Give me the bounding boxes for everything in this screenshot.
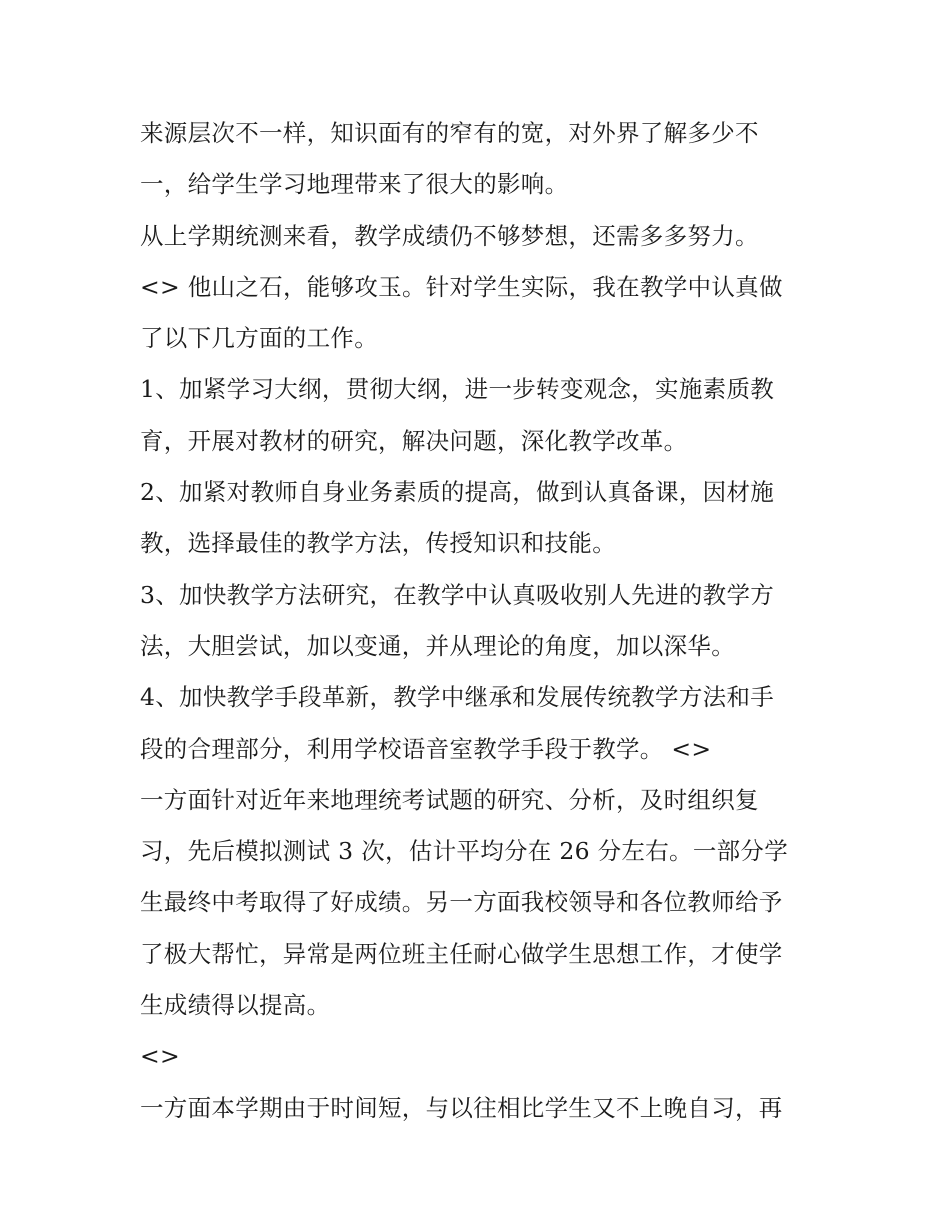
text-line: 3、加快教学方法研究，在教学中认真吸收别人先进的教学方 [140,580,775,609]
document-body [140,108,820,1134]
text-line: 一方面针对近年来地理统考试题的研究、分析，及时组织复 [140,785,759,814]
text-line: 生成绩得以提高。 [140,991,331,1020]
text-line: 生最终中考取得了好成绩。另一方面我校领导和各位教师给予 [140,888,783,917]
text-line: 一方面本学期由于时间短，与以往相比学生又不上晚自习，再 [140,1093,783,1122]
text-line: 段的合理部分，利用学校语音室教学手段于教学。 <> [140,734,712,763]
text-line: 1、加紧学习大纲，贯彻大纲，进一步转变观念，实施素质教 [140,375,775,404]
text-line: <> [140,1042,180,1071]
text-line: <> 他山之石，能够攻玉。针对学生实际，我在教学中认真做 [140,272,783,301]
text-line: 来源层次不一样，知识面有的窄有的宽，对外界了解多少不 [140,119,759,147]
text-line: 法，大胆尝试，加以变通，并从理论的角度，加以深华。 [140,631,735,660]
text-line: 2、加紧对教师自身业务素质的提高，做到认真备课，因材施 [140,478,775,507]
text-line: 教，选择最佳的教学方法，传授知识和技能。 [140,529,616,558]
text-line: 育，开展对教材的研究，解决问题，深化教学改革。 [140,426,688,455]
text-line: 了以下几方面的工作。 [140,324,378,353]
text-line: 从上学期统测来看，教学成绩仍不够梦想，还需多多努力。 [140,221,759,250]
text-line: 习，先后模拟测试 3 次，估计平均分在 26 分左右。一部分学 [140,837,789,866]
text-line: 4、加快教学手段革新，教学中继承和发展传统教学方法和手 [140,683,775,712]
text-line: 了极大帮忙，异常是两位班主任耐心做学生思想工作，才使学 [140,939,783,968]
text-line: 一，给学生学习地理带来了很大的影响。 [140,170,569,199]
